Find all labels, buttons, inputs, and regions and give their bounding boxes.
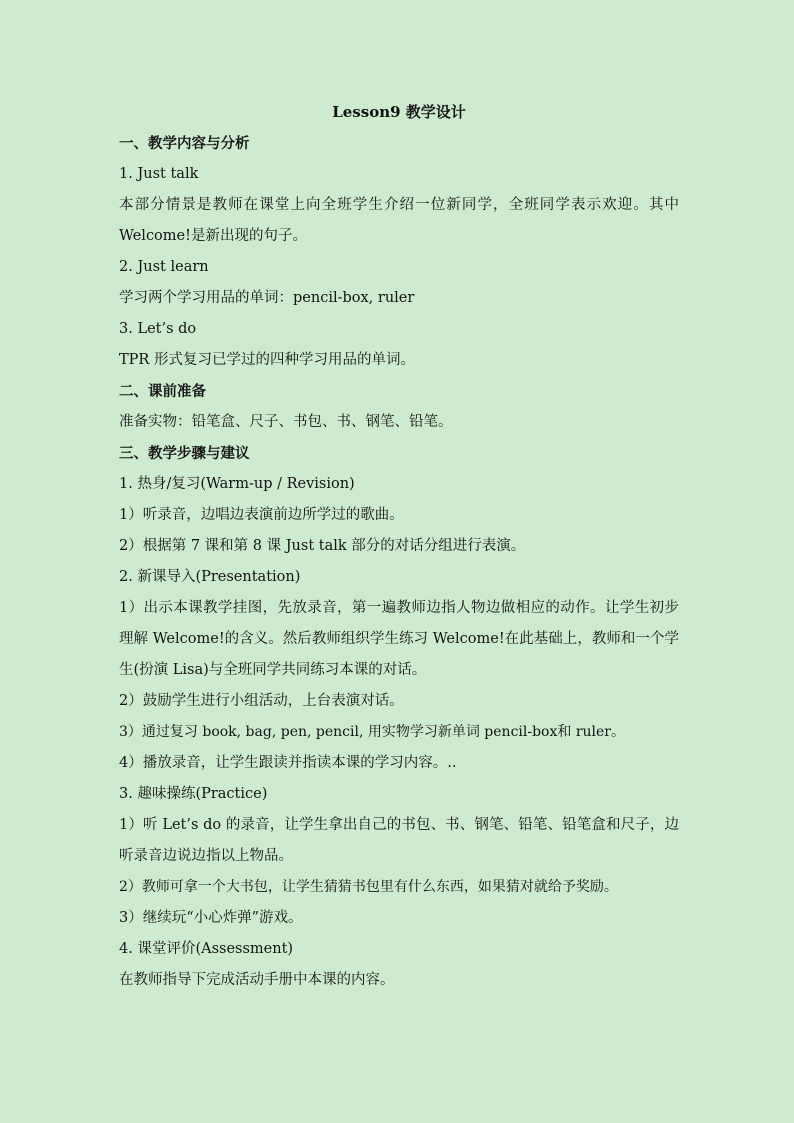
document-title: Lesson9 教学设计 bbox=[332, 103, 466, 121]
item-just-learn-title: 2. Just learn bbox=[119, 259, 209, 275]
step-warmup-item-1: 1）听录音，边唱边表演前边所学过的歌曲。 bbox=[119, 507, 404, 523]
step-presentation-item-1: 1）出示本课教学挂图，先放录音，第一遍教师边指人物边做相应的动作。让学生初步理解 Welcome!的含义。然后教师组织学生练习 Welcome!在此基础上，教师和一个学生(扮演 Lisa)与全班同学共同练习本课的对话。 bbox=[119, 600, 679, 678]
item-lets-do-title: 3. Let’s do bbox=[119, 321, 197, 337]
item-just-learn-text: 学习两个学习用品的单词：pencil-box, ruler bbox=[119, 290, 415, 306]
step-assessment-title: 4. 课堂评价(Assessment) bbox=[119, 941, 294, 957]
step-presentation-item-3: 3）通过复习 book, bag, pen, pencil, 用实物学习新单词 pencil-box和 ruler。 bbox=[119, 724, 625, 740]
item-just-talk-title: 1. Just talk bbox=[119, 166, 199, 182]
item-lets-do-text: TPR 形式复习已学过的四种学习用品的单词。 bbox=[119, 352, 415, 368]
section-heading-teaching-steps: 三、教学步骤与建议 bbox=[119, 445, 250, 462]
step-practice-item-1: 1）听 Let’s do 的录音，让学生拿出自己的书包、书、钢笔、铅笔、铅笔盒和尺子，边听录音边说边指以上物品。 bbox=[119, 817, 679, 864]
step-presentation-title: 2. 新课导入(Presentation) bbox=[119, 569, 301, 585]
preparation-text: 准备实物：铅笔盒、尺子、书包、书、钢笔、铅笔。 bbox=[119, 414, 453, 430]
step-presentation-item-4: 4）播放录音，让学生跟读并指读本课的学习内容。.. bbox=[119, 755, 457, 771]
section-heading-preparation: 二、课前准备 bbox=[119, 383, 206, 400]
step-warmup-item-2: 2）根据第 7 课和第 8 课 Just talk 部分的对话分组进行表演。 bbox=[119, 538, 526, 554]
document-body bbox=[119, 97, 679, 996]
step-presentation-item-2: 2）鼓励学生进行小组活动，上台表演对话。 bbox=[119, 693, 404, 709]
step-practice-item-2: 2）教师可拿一个大书包，让学生猜猜书包里有什么东西，如果猜对就给予奖励。 bbox=[119, 879, 618, 895]
step-assessment-text: 在教师指导下完成活动手册中本课的内容。 bbox=[119, 972, 395, 988]
step-warmup-title: 1. 热身/复习(Warm-up / Revision) bbox=[119, 476, 355, 492]
step-practice-item-3: 3）继续玩“小心炸弹”游戏。 bbox=[119, 910, 303, 926]
item-just-talk-text: 本部分情景是教师在课堂上向全班学生介绍一位新同学，全班同学表示欢迎。其中 Welcome!是新出现的句子。 bbox=[119, 197, 679, 244]
step-practice-title: 3. 趣味操练(Practice) bbox=[119, 786, 268, 802]
section-heading-content-analysis: 一、教学内容与分析 bbox=[119, 135, 250, 152]
